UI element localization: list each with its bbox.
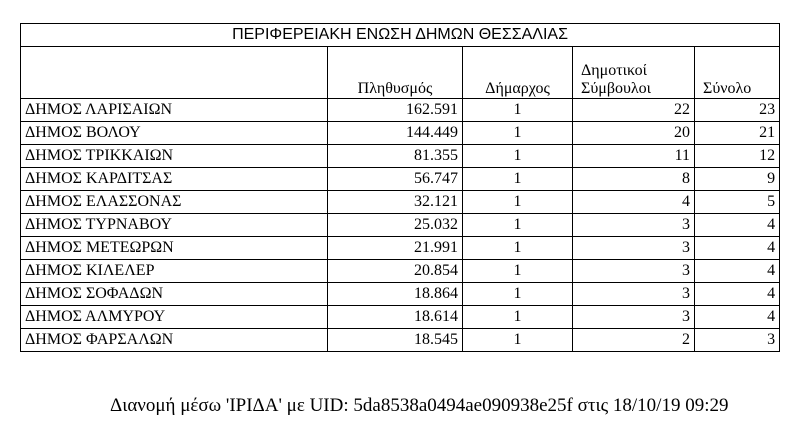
cell-mayor: 1	[463, 191, 573, 214]
table-row	[21, 214, 780, 237]
cell-name: ΔΗΜΟΣ ΚΑΡΔΙΤΣΑΣ	[21, 168, 328, 191]
municipalities-table	[20, 23, 780, 352]
cell-council: 4	[573, 191, 695, 214]
cell-total: 3	[695, 329, 780, 352]
cell-mayor: 1	[463, 260, 573, 283]
cell-population: 162.591	[328, 99, 463, 122]
cell-council: 8	[573, 168, 695, 191]
cell-mayor: 1	[463, 237, 573, 260]
table-row	[21, 283, 780, 306]
table-title-row	[21, 24, 780, 47]
cell-population: 144.449	[328, 122, 463, 145]
cell-population: 21.991	[328, 237, 463, 260]
cell-mayor: 1	[463, 168, 573, 191]
cell-total: 5	[695, 191, 780, 214]
cell-total: 4	[695, 214, 780, 237]
cell-name: ΔΗΜΟΣ ΤΥΡΝΑΒΟΥ	[21, 214, 328, 237]
cell-council: 11	[573, 145, 695, 168]
cell-mayor: 1	[463, 145, 573, 168]
table-header-row	[21, 47, 780, 99]
header-mayor: Δήμαρχος	[463, 47, 573, 99]
cell-name: ΔΗΜΟΣ ΤΡΙΚΚΑΙΩΝ	[21, 145, 328, 168]
cell-population: 20.854	[328, 260, 463, 283]
table-title: ΠΕΡΙΦΕΡΕΙΑΚΗ ΕΝΩΣΗ ΔΗΜΩΝ ΘΕΣΣΑΛΙΑΣ	[21, 24, 780, 47]
cell-population: 18.864	[328, 283, 463, 306]
cell-name: ΔΗΜΟΣ ΚΙΛΕΛΕΡ	[21, 260, 328, 283]
cell-total: 21	[695, 122, 780, 145]
table-row	[21, 260, 780, 283]
cell-name: ΔΗΜΟΣ ΜΕΤΕΩΡΩΝ	[21, 237, 328, 260]
cell-population: 18.545	[328, 329, 463, 352]
cell-total: 4	[695, 237, 780, 260]
cell-name: ΔΗΜΟΣ ΦΑΡΣΑΛΩΝ	[21, 329, 328, 352]
cell-mayor: 1	[463, 122, 573, 145]
table-row	[21, 122, 780, 145]
cell-total: 9	[695, 168, 780, 191]
cell-name: ΔΗΜΟΣ ΣΟΦΑΔΩΝ	[21, 283, 328, 306]
table-body	[21, 99, 780, 352]
table-row	[21, 145, 780, 168]
cell-council: 20	[573, 122, 695, 145]
header-name	[21, 47, 328, 99]
cell-mayor: 1	[463, 329, 573, 352]
cell-population: 25.032	[328, 214, 463, 237]
cell-name: ΔΗΜΟΣ ΒΟΛΟΥ	[21, 122, 328, 145]
cell-name: ΔΗΜΟΣ ΑΛΜΥΡΟΥ	[21, 306, 328, 329]
cell-mayor: 1	[463, 99, 573, 122]
table-row	[21, 168, 780, 191]
header-council: Δημοτικοί Σύμβουλοι	[573, 47, 695, 99]
cell-council: 2	[573, 329, 695, 352]
cell-name: ΔΗΜΟΣ ΕΛΑΣΣΟΝΑΣ	[21, 191, 328, 214]
header-total: Σύνολο	[695, 47, 780, 99]
table-row	[21, 99, 780, 122]
cell-council: 3	[573, 260, 695, 283]
cell-population: 56.747	[328, 168, 463, 191]
cell-total: 4	[695, 260, 780, 283]
table-row	[21, 329, 780, 352]
cell-population: 18.614	[328, 306, 463, 329]
cell-mayor: 1	[463, 283, 573, 306]
cell-population: 81.355	[328, 145, 463, 168]
cell-council: 22	[573, 99, 695, 122]
table-row	[21, 306, 780, 329]
table-row	[21, 191, 780, 214]
cell-council: 3	[573, 214, 695, 237]
cell-total: 4	[695, 306, 780, 329]
cell-total: 4	[695, 283, 780, 306]
cell-council: 3	[573, 283, 695, 306]
cell-total: 23	[695, 99, 780, 122]
cell-name: ΔΗΜΟΣ ΛΑΡΙΣΑΙΩΝ	[21, 99, 328, 122]
table-row	[21, 237, 780, 260]
cell-total: 12	[695, 145, 780, 168]
distribution-note: Διανομή μέσω 'ΙΡΙΔΑ' με UID: 5da8538a0494ae090938e25f στις 18/10/19 09:29	[110, 395, 729, 416]
cell-population: 32.121	[328, 191, 463, 214]
cell-mayor: 1	[463, 306, 573, 329]
cell-council: 3	[573, 306, 695, 329]
cell-council: 3	[573, 237, 695, 260]
header-population: Πληθυσμός	[328, 47, 463, 99]
cell-mayor: 1	[463, 214, 573, 237]
